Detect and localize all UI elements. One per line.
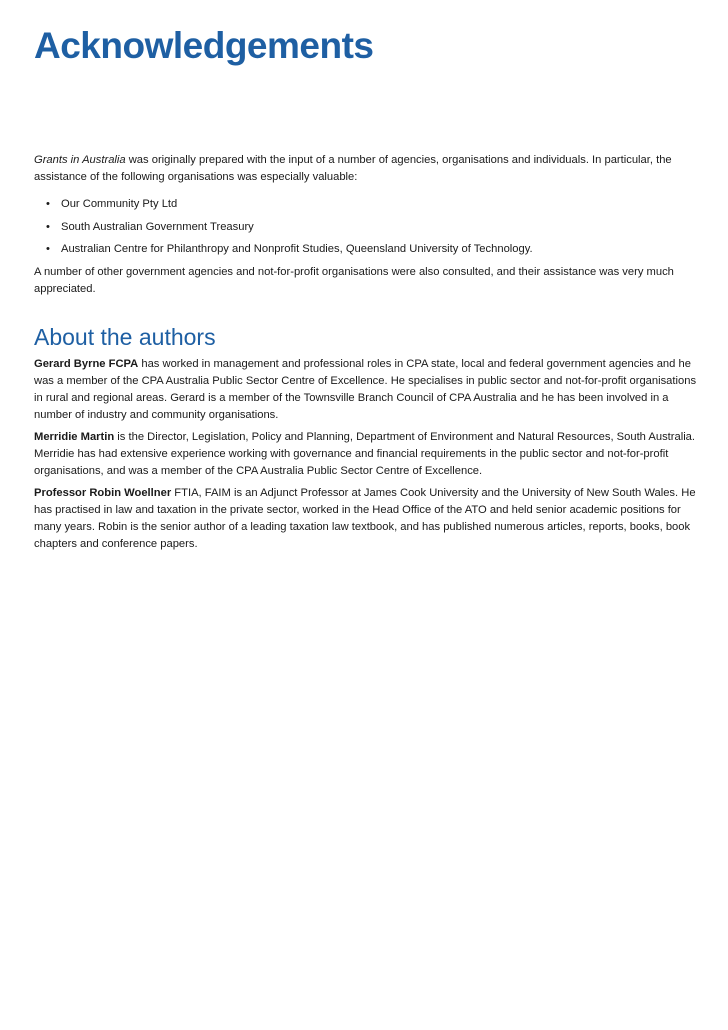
list-item [34, 219, 698, 236]
list-item-text: South Australian Government Treasury [61, 220, 254, 233]
publication-title: Grants in Australia [34, 154, 126, 166]
author-bio-merridie-martin [34, 429, 698, 480]
author-bio-text: is the Director, Legislation, Policy and Planning, Department of Environment and Natural Resources, South Australia. Merridie has had extensive experience working with governance and financial requirements in the public sector and not-for-profit organisations, and was a member of the CPA Australia Public Sector Centre of Excellence. [34, 430, 696, 477]
author-bio-text: has worked in management and professional roles in CPA state, local and federal government agencies and he was a member of the CPA Australia Public Sector Centre of Excellence. He specialises in public sector and not-for-profit organisations in rural and regional areas. Gerard is a member of the Townsville Branch Council of CPA Australia and he has been involved in a number of industry and community organisations. [34, 357, 697, 421]
page-title: Acknowledgements [34, 25, 374, 66]
list-item-text: Our Community Pty Ltd [61, 198, 178, 210]
author-name: Merridie Martin [34, 430, 115, 443]
author-bio-text: FTIA, FAIM is an Adjunct Professor at James Cook University and the University of New South Wales. He has practised in law and taxation in the private sector, worked in the Head Office of the ATO and held senior academic positions for many years. Robin is the senior author of a leading taxation law textbook, and has published numerous articles, reports, books, book chapters and conference papers. [34, 486, 696, 550]
intro-paragraph [34, 152, 698, 186]
author-bio-gerard-byrne [34, 356, 698, 424]
author-name: Gerard Byrne FCPA [34, 357, 139, 370]
author-bio-robin-woellner [34, 485, 698, 553]
list-item [34, 196, 698, 213]
bullet-icon: • [46, 220, 50, 233]
closing-paragraph: A number of other government agencies and not-for-profit organisations were also consulted, and their assistance was very much appreciated. [34, 265, 674, 295]
list-item [34, 241, 698, 258]
intro-text: was originally prepared with the input of a number of agencies, organisations and individuals. In particular, the assistance of the following organisations was especially valuable: [34, 154, 672, 183]
bullet-icon: • [46, 243, 50, 255]
list-item-text: Australian Centre for Philanthropy and Nonprofit Studies, Queensland University of Technology. [61, 243, 533, 255]
author-name: Professor Robin Woellner [34, 486, 172, 499]
organisation-list [34, 196, 698, 258]
section-heading-authors: About the authors [34, 323, 216, 350]
bullet-icon: • [46, 198, 50, 210]
